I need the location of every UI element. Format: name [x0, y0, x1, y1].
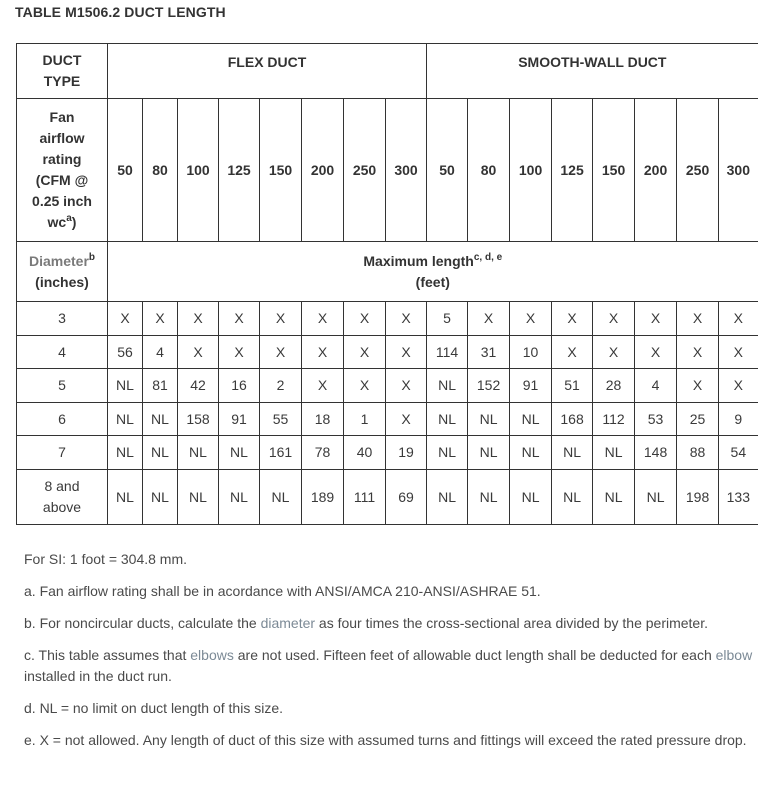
table-row — [17, 302, 758, 336]
fan-line-5: 0.25 inch — [32, 193, 92, 209]
fan-line-6: wc — [47, 214, 67, 230]
length-cell: 114 — [427, 336, 468, 369]
length-cell: NL — [108, 436, 143, 470]
airflow-col-14: 250 — [677, 99, 719, 242]
length-cell: 28 — [593, 369, 635, 403]
length-cell: X — [386, 369, 427, 403]
airflow-col-15: 300 — [719, 99, 758, 242]
airflow-col-3: 125 — [219, 99, 260, 242]
length-cell: 111 — [344, 470, 386, 525]
flex-duct-header: FLEX DUCT — [108, 44, 427, 99]
length-cell: NL — [552, 436, 593, 470]
length-cell: X — [552, 336, 593, 369]
diameter-cell: 7 — [17, 436, 108, 470]
fan-line-3: rating — [42, 151, 82, 167]
length-cell: 198 — [677, 470, 719, 525]
airflow-col-13: 200 — [635, 99, 677, 242]
length-cell: NL — [635, 470, 677, 525]
airflow-col-0: 50 — [108, 99, 143, 242]
note-b-post: as four times the cross-sectional area divided by the perimeter. — [315, 615, 708, 631]
length-cell: X — [344, 302, 386, 336]
length-cell: X — [302, 369, 344, 403]
length-cell: 5 — [427, 302, 468, 336]
note-c — [24, 645, 760, 687]
fan-line-2: airflow — [39, 130, 85, 146]
length-cell: X — [552, 302, 593, 336]
length-cell: X — [719, 369, 758, 403]
length-cell: 91 — [219, 403, 260, 436]
length-cell: X — [260, 302, 302, 336]
length-cell: 158 — [178, 403, 219, 436]
length-cell: 53 — [635, 403, 677, 436]
diameter-cell — [17, 470, 108, 525]
length-cell: 16 — [219, 369, 260, 403]
length-cell: 10 — [510, 336, 552, 369]
length-cell: NL — [108, 470, 143, 525]
length-cell: NL — [219, 470, 260, 525]
length-cell: X — [219, 302, 260, 336]
length-cell: NL — [468, 470, 510, 525]
length-cell: 4 — [143, 336, 178, 369]
max-length-header — [108, 242, 758, 302]
length-cell: X — [677, 336, 719, 369]
airflow-col-12: 150 — [593, 99, 635, 242]
note-c-post: installed in the duct run. — [24, 668, 172, 684]
airflow-col-5: 200 — [302, 99, 344, 242]
length-cell: X — [635, 336, 677, 369]
max-length-footnotes: c, d, e — [473, 251, 503, 263]
length-cell: NL — [143, 403, 178, 436]
length-cell: X — [593, 302, 635, 336]
note-b-pre: b. For noncircular ducts, calculate the — [24, 615, 261, 631]
length-cell: X — [302, 302, 344, 336]
length-cell: 78 — [302, 436, 344, 470]
airflow-col-6: 250 — [344, 99, 386, 242]
length-cell: NL — [108, 403, 143, 436]
fan-line-1: Fan — [49, 109, 75, 125]
elbow-link[interactable]: elbow — [715, 647, 753, 663]
length-cell: 148 — [635, 436, 677, 470]
length-cell: NL — [178, 436, 219, 470]
length-cell: 91 — [510, 369, 552, 403]
length-cell: NL — [143, 436, 178, 470]
table-row — [17, 403, 758, 436]
length-cell: X — [108, 302, 143, 336]
diameter-link[interactable]: diameter — [260, 615, 316, 631]
fan-airflow-header — [17, 99, 108, 242]
airflow-col-10: 100 — [510, 99, 552, 242]
length-cell: 55 — [260, 403, 302, 436]
length-cell: X — [386, 302, 427, 336]
note-a: a. Fan airflow rating shall be in acordance with ANSI/AMCA 210-ANSI/ASHRAE 51. — [24, 583, 541, 599]
length-cell: X — [344, 369, 386, 403]
length-cell: 1 — [344, 403, 386, 436]
diameter-header — [17, 242, 108, 302]
length-cell: NL — [427, 403, 468, 436]
fan-footnote-a: a — [66, 213, 72, 224]
length-cell: 9 — [719, 403, 758, 436]
length-cell: NL — [593, 470, 635, 525]
duct-type-header — [17, 44, 108, 99]
table-row — [17, 336, 758, 369]
length-cell: 152 — [468, 369, 510, 403]
note-si: For SI: 1 foot = 304.8 mm. — [24, 551, 188, 567]
length-cell: 56 — [108, 336, 143, 369]
length-cell: 31 — [468, 336, 510, 369]
length-cell: 88 — [677, 436, 719, 470]
length-cell: 69 — [386, 470, 427, 525]
smooth-wall-duct-header: SMOOTH-WALL DUCT — [427, 44, 758, 99]
length-cell: X — [635, 302, 677, 336]
length-cell: 112 — [593, 403, 635, 436]
length-cell: X — [677, 302, 719, 336]
airflow-col-9: 80 — [468, 99, 510, 242]
length-cell: 18 — [302, 403, 344, 436]
length-cell: NL — [427, 470, 468, 525]
length-cell: 161 — [260, 436, 302, 470]
length-cell: NL — [178, 470, 219, 525]
length-cell: NL — [143, 470, 178, 525]
elbows-link[interactable]: elbows — [190, 647, 234, 663]
length-cell: 81 — [143, 369, 178, 403]
table-row — [17, 470, 758, 525]
table-row — [17, 369, 758, 403]
length-cell: 51 — [552, 369, 593, 403]
airflow-col-8: 50 — [427, 99, 468, 242]
length-cell: X — [719, 336, 758, 369]
diameter-label: Diameter — [28, 252, 89, 269]
max-length-label: Maximum length — [363, 252, 474, 269]
length-cell: X — [593, 336, 635, 369]
airflow-col-4: 150 — [260, 99, 302, 242]
length-cell: 4 — [635, 369, 677, 403]
length-cell: X — [302, 336, 344, 369]
length-cell: NL — [427, 369, 468, 403]
note-c-pre: c. This table assumes that — [24, 647, 191, 663]
length-cell: X — [260, 336, 302, 369]
length-cell: X — [219, 336, 260, 369]
duct-type-line-1: DUCT — [42, 52, 82, 68]
length-cell: X — [386, 403, 427, 436]
max-length-units: (feet) — [415, 273, 450, 290]
diameter-units: (inches) — [35, 273, 89, 290]
header-row-airflow — [17, 99, 758, 242]
header-row-diameter — [17, 242, 758, 302]
length-cell: 42 — [178, 369, 219, 403]
length-cell: NL — [427, 436, 468, 470]
diameter-cell: 4 — [17, 336, 108, 369]
length-cell: 40 — [344, 436, 386, 470]
length-cell: X — [386, 336, 427, 369]
length-cell: 168 — [552, 403, 593, 436]
airflow-col-11: 125 — [552, 99, 593, 242]
diameter-line: above — [42, 499, 82, 515]
header-row-duct-type — [17, 44, 758, 99]
length-cell: NL — [510, 436, 552, 470]
length-cell: NL — [219, 436, 260, 470]
duct-type-line-2: TYPE — [43, 73, 81, 89]
fan-line-4: (CFM @ — [35, 172, 89, 188]
diameter-cell: 3 — [17, 302, 108, 336]
length-cell: X — [143, 302, 178, 336]
length-cell: NL — [108, 369, 143, 403]
length-cell: NL — [260, 470, 302, 525]
airflow-col-7: 300 — [386, 99, 427, 242]
note-b — [24, 613, 760, 634]
length-cell: NL — [593, 436, 635, 470]
table-row — [17, 436, 758, 470]
length-cell: 25 — [677, 403, 719, 436]
diameter-line: 8 and — [44, 478, 80, 494]
length-cell: X — [344, 336, 386, 369]
fan-line-close: ) — [71, 214, 77, 230]
length-cell: NL — [510, 403, 552, 436]
diameter-footnote-b: b — [88, 251, 96, 263]
length-cell: 19 — [386, 436, 427, 470]
table-title: TABLE M1506.2 DUCT LENGTH — [15, 4, 226, 20]
length-cell: 54 — [719, 436, 758, 470]
length-cell: X — [468, 302, 510, 336]
length-cell: NL — [510, 470, 552, 525]
footnotes — [24, 549, 760, 762]
length-cell: 2 — [260, 369, 302, 403]
length-cell: X — [677, 369, 719, 403]
airflow-col-1: 80 — [143, 99, 178, 242]
length-cell: X — [719, 302, 758, 336]
length-cell: NL — [468, 436, 510, 470]
airflow-col-2: 100 — [178, 99, 219, 242]
length-cell: NL — [468, 403, 510, 436]
length-cell: 133 — [719, 470, 758, 525]
length-cell: NL — [552, 470, 593, 525]
length-cell: 189 — [302, 470, 344, 525]
diameter-cell: 6 — [17, 403, 108, 436]
note-e: e. X = not allowed. Any length of duct of this size with assumed turns and fittings will exceed the rated pressure drop. — [24, 732, 747, 748]
diameter-cell: 5 — [17, 369, 108, 403]
length-cell: X — [178, 302, 219, 336]
duct-length-table — [16, 43, 758, 525]
length-cell: X — [510, 302, 552, 336]
length-cell: X — [178, 336, 219, 369]
note-c-mid: are not used. Fifteen feet of allowable duct length shall be deducted for each — [233, 647, 716, 663]
note-d: d. NL = no limit on duct length of this size. — [24, 700, 284, 716]
